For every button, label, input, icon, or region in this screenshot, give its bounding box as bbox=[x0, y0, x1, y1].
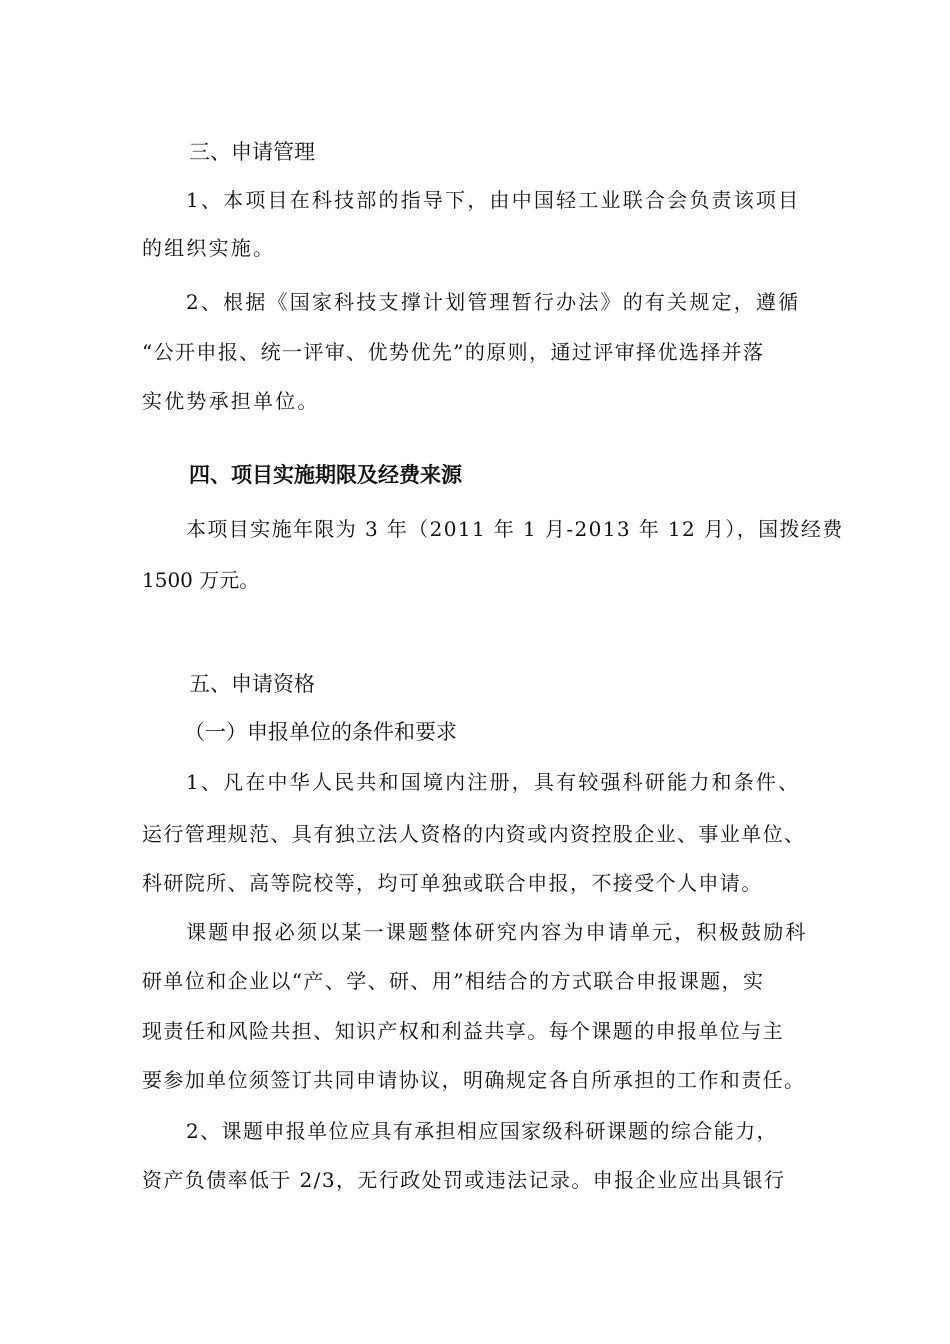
paragraph-line: 1500 万元。 bbox=[142, 568, 260, 592]
paragraph-line: 1、本项目在科技部的指导下，由中国轻工业联合会负责该项目 bbox=[186, 188, 801, 212]
paragraph-line: 运行管理规范、具有独立法人资格的内资或内资控股企业、事业单位、 bbox=[142, 822, 806, 846]
section-heading-period-and-funding: 四、项目实施期限及经费来源 bbox=[189, 463, 462, 487]
paragraph-line: 课题申报必须以某一课题整体研究内容为申请单元，积极鼓励科 bbox=[186, 920, 808, 944]
section-heading-application-management: 三、申请管理 bbox=[189, 140, 315, 164]
paragraph-line: 实优势承担单位。 bbox=[142, 389, 320, 413]
paragraph-line: 现责任和风险共担、知识产权和利益共享。每个课题的申报单位与主 bbox=[142, 1019, 784, 1043]
paragraph-line: “公开申报、统一评审、优势优先”的原则，通过评审择优选择并落 bbox=[142, 340, 765, 364]
paragraph-line: 研单位和企业以“产、学、研、用”相结合的方式联合申报课题，实 bbox=[142, 969, 765, 993]
paragraph-line: 2、课题申报单位应具有承担相应国家级科研课题的综合能力， bbox=[186, 1119, 778, 1143]
paragraph-line: 2、根据《国家科技支撑计划管理暂行办法》的有关规定，遵循 bbox=[186, 290, 801, 314]
paragraph-line: 本项目实施年限为 3 年（2011 年 1 月-2013 年 12 月），国拨经费 bbox=[186, 517, 844, 541]
paragraph-line: 的组织实施。 bbox=[142, 236, 276, 260]
section-heading-eligibility: 五、申请资格 bbox=[189, 672, 315, 696]
paragraph-line: 要参加单位须签订共同申请协议，明确规定各自所承担的工作和责任。 bbox=[142, 1068, 806, 1092]
paragraph-line: 科研院所、高等院校等，均可单独或联合申报，不接受个人申请。 bbox=[142, 871, 763, 895]
paragraph-line: 资产负债率低于 2/3，无行政处罚或违法记录。申报企业应出具银行 bbox=[142, 1168, 786, 1192]
paragraph-line: 1、凡在中华人民共和国境内注册，具有较强科研能力和条件、 bbox=[186, 770, 801, 794]
subsection-heading-applicant-requirements: （一）申报单位的条件和要求 bbox=[184, 720, 457, 744]
